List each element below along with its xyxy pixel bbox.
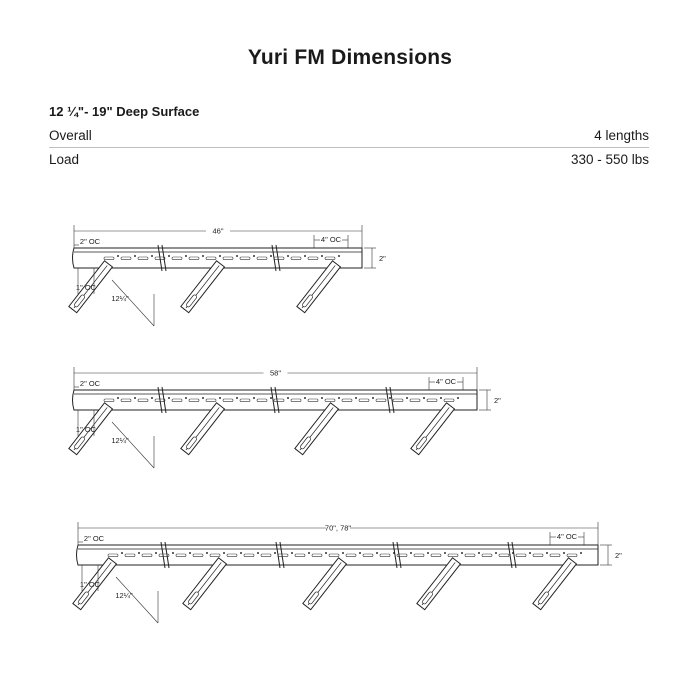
height-label: 2" <box>615 551 622 560</box>
rail-hole <box>304 397 306 399</box>
oc-bottom-label: 1" OC <box>75 283 97 292</box>
rail-hole <box>117 397 119 399</box>
rail-slot <box>431 554 441 557</box>
depth-dim <box>112 280 154 326</box>
rail-slot <box>393 399 403 402</box>
height-label: 2" <box>494 396 501 405</box>
rail-slot <box>278 554 288 557</box>
rail-slot <box>223 399 233 402</box>
rail-slot <box>295 554 305 557</box>
rail-slot <box>206 399 216 402</box>
rail-slot <box>359 399 369 402</box>
rail-hole <box>389 397 391 399</box>
rail-slot <box>206 257 216 260</box>
rail-hole <box>580 552 582 554</box>
rail-slot <box>448 554 458 557</box>
depth-dim <box>112 422 154 468</box>
rail-hole <box>304 255 306 257</box>
rail-hole <box>372 397 374 399</box>
length-label: 58" <box>269 368 282 378</box>
length-label: 46" <box>212 226 224 236</box>
rail-hole <box>253 397 255 399</box>
spec-label-load: Load <box>49 152 80 167</box>
rail-hole <box>338 255 340 257</box>
bracket-arm <box>533 558 577 610</box>
rail-hole <box>223 552 225 554</box>
rail-slot <box>261 554 271 557</box>
rail-hole <box>410 552 412 554</box>
rail-hole <box>321 255 323 257</box>
rail-slot <box>274 257 284 260</box>
rail-hole <box>134 397 136 399</box>
depth-label: 12¼" <box>111 436 129 445</box>
rail-slot <box>223 257 233 260</box>
rail-hole <box>202 255 204 257</box>
rail-hole <box>359 552 361 554</box>
rail-slot <box>189 399 199 402</box>
rail-hole <box>219 397 221 399</box>
rail-slot <box>210 554 220 557</box>
rail-hole <box>134 255 136 257</box>
rail-hole <box>495 552 497 554</box>
rail-hole <box>236 397 238 399</box>
rail-slot <box>444 399 454 402</box>
rail-hole <box>461 552 463 554</box>
rail-slot <box>427 399 437 402</box>
rail-slot <box>274 399 284 402</box>
oc-bottom-label: 1" OC <box>75 425 97 434</box>
rail-hole <box>206 552 208 554</box>
rail-hole <box>270 397 272 399</box>
rail-hole <box>257 552 259 554</box>
rail-hole <box>338 397 340 399</box>
rail-hole <box>202 397 204 399</box>
rail-slot <box>516 554 526 557</box>
rail-hole <box>138 552 140 554</box>
rail-diagram-3 <box>73 522 622 623</box>
rail-diagram-1 <box>69 225 386 326</box>
oc-left-label: 2" OC <box>83 534 105 543</box>
rail-slot <box>499 554 509 557</box>
rail-hole <box>457 397 459 399</box>
bracket-arm <box>417 558 461 610</box>
bracket-arm <box>297 261 341 313</box>
rail-slot <box>308 399 318 402</box>
length-label: 70", 78" <box>324 523 352 533</box>
rail-slot <box>227 554 237 557</box>
depth-label: 12¼" <box>115 591 133 600</box>
depth-label: 12¼" <box>111 294 129 303</box>
rail-slot <box>104 257 114 260</box>
spec-heading: 12 ¼"- 19" Deep Surface <box>49 104 200 119</box>
rail-hole <box>185 397 187 399</box>
rail-slot <box>329 554 339 557</box>
rail-slot <box>176 554 186 557</box>
depth-dim <box>116 577 158 623</box>
rail-slot <box>172 257 182 260</box>
rail-slot <box>138 399 148 402</box>
rail-hole <box>563 552 565 554</box>
rail-slot <box>193 554 203 557</box>
rail-hole <box>168 255 170 257</box>
rail-slot <box>346 554 356 557</box>
rail-hole <box>287 255 289 257</box>
rail-hole <box>172 552 174 554</box>
rail-hole <box>355 397 357 399</box>
spec-label-overall: Overall <box>49 128 92 143</box>
rail-slot <box>138 257 148 260</box>
rail-hole <box>287 397 289 399</box>
rail-slot <box>325 257 335 260</box>
rail-slot <box>189 257 199 260</box>
rail-hole <box>529 552 531 554</box>
rail-hole <box>151 397 153 399</box>
rail-slot <box>104 399 114 402</box>
rail-slot <box>312 554 322 557</box>
height-label: 2" <box>379 254 386 263</box>
oc-bottom-label: 1" OC <box>79 580 101 589</box>
oc-right-label: 4" OC <box>320 235 342 244</box>
bracket-arm <box>295 403 339 455</box>
rail-slot <box>550 554 560 557</box>
rail-hole <box>155 552 157 554</box>
rail-hole <box>342 552 344 554</box>
rail-hole <box>185 255 187 257</box>
rail-hole <box>321 397 323 399</box>
rail-hole <box>444 552 446 554</box>
rail-hole <box>240 552 242 554</box>
rail-slot <box>567 554 577 557</box>
rail-slot <box>244 554 254 557</box>
rail-slot <box>257 257 267 260</box>
rail-hole <box>291 552 293 554</box>
oc-left-label: 2" OC <box>79 237 101 246</box>
spec-value-overall: 4 lengths <box>594 128 649 143</box>
rail-hole <box>121 552 123 554</box>
rail-slot <box>291 257 301 260</box>
rail-slot <box>121 399 131 402</box>
spec-value-load: 330 - 550 lbs <box>570 152 649 167</box>
rail-slot <box>465 554 475 557</box>
rail-hole <box>274 552 276 554</box>
rail-hole <box>117 255 119 257</box>
bracket-arm <box>411 403 455 455</box>
rail-hole <box>308 552 310 554</box>
rail-hole <box>546 552 548 554</box>
page-title: Yuri FM Dimensions <box>247 46 453 69</box>
rail-slot <box>325 399 335 402</box>
bracket-arm <box>181 403 225 455</box>
rail-slot <box>121 257 131 260</box>
rail-slot <box>108 554 118 557</box>
rail-hole <box>406 397 408 399</box>
rail-slot <box>410 399 420 402</box>
rail-slot <box>342 399 352 402</box>
rail-hole <box>325 552 327 554</box>
bracket-arm <box>183 558 227 610</box>
rail-slot <box>240 257 250 260</box>
rail-slot <box>240 399 250 402</box>
rail-slot <box>291 399 301 402</box>
oc-left-label: 2" OC <box>79 379 101 388</box>
rail-slot <box>482 554 492 557</box>
rail-slot <box>376 399 386 402</box>
rail-hole <box>189 552 191 554</box>
rail-hole <box>270 255 272 257</box>
oc-right-label: 4" OC <box>435 377 457 386</box>
rail-slot <box>533 554 543 557</box>
rail-slot <box>257 399 267 402</box>
rail-hole <box>219 255 221 257</box>
rail-diagram-2 <box>69 367 501 468</box>
bracket-arm <box>181 261 225 313</box>
rail-slot <box>414 554 424 557</box>
rail-slot <box>172 399 182 402</box>
rail-hole <box>168 397 170 399</box>
oc-right-label: 4" OC <box>556 532 578 541</box>
rail-slot <box>142 554 152 557</box>
rail-slot <box>125 554 135 557</box>
rail-hole <box>423 397 425 399</box>
rail-hole <box>478 552 480 554</box>
rail-hole <box>440 397 442 399</box>
bracket-arm <box>303 558 347 610</box>
rail-slot <box>363 554 373 557</box>
rail-hole <box>427 552 429 554</box>
rail-hole <box>376 552 378 554</box>
rail-hole <box>151 255 153 257</box>
rail-slot <box>380 554 390 557</box>
rail-hole <box>253 255 255 257</box>
rail-slot <box>308 257 318 260</box>
rail-hole <box>236 255 238 257</box>
